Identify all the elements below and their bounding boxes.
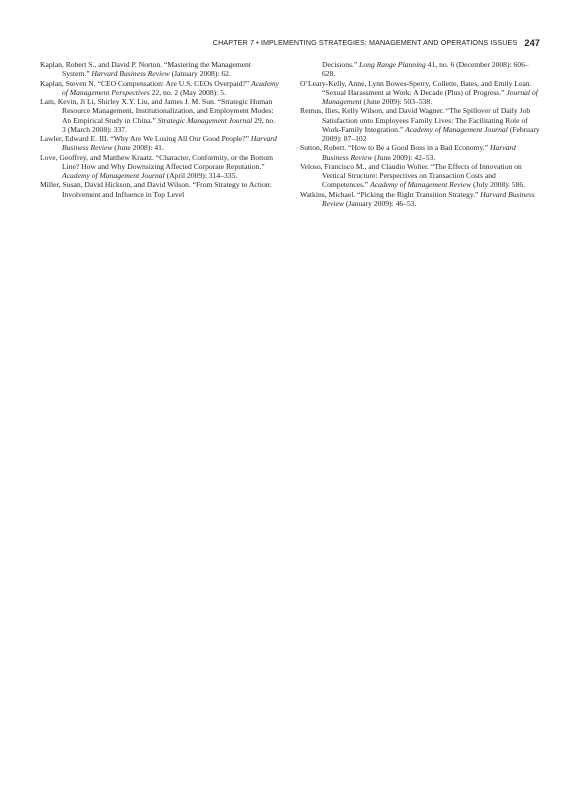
reference-entry: Lawler, Edward E. III. “Why Are We Losing All Our Good People?” Harvard Business Review (June 2008): 41. xyxy=(40,134,277,153)
reference-entry: Kaplan, Steven N. “CEO Compensation: Are U.S. CEOs Overpaid?” Academy of Management Perspectives 22, no. 2 (May 2008): 5. xyxy=(40,78,279,97)
references-left-column xyxy=(40,60,280,199)
reference-entry-continued: Decisions.” Long Range Planning 41, no. 6 (December 2008): 606–628. xyxy=(322,60,529,79)
reference-entry: O’Leary-Kelly, Anne, Lynn Bowes-Sperry, Collette, Bates, and Emily Lean. “Sexual Harassment at Work: A Decade (Plus) of Progress.” Journal of Management (June 2009): 503–538. xyxy=(300,78,538,106)
chapter-title: CHAPTER 7 • IMPLEMENTING STRATEGIES: MANAGEMENT AND OPERATIONS ISSUES xyxy=(212,38,518,47)
reference-entry: Love, Geoffrey, and Matthew Kraatz. “Character, Conformity, or the Bottom Line? How and Why Downsizing Affected Corporate Reputation.” Academy of Management Journal (April 2009): 314–335. xyxy=(40,152,274,180)
reference-entry: Watkins, Michael. “Picking the Right Transition Strategy.” Harvard Business Review (January 2009): 46–53. xyxy=(300,189,535,208)
page-number: 247 xyxy=(524,38,540,48)
reference-entry: Veloso, Francisco M., and Claudio Wolter. “The Effects of Innovation on Vertical Structure: Perspectives on Transaction Costs and Competences.” Academy of Management Review (July 2008): 586. xyxy=(300,161,526,190)
running-header xyxy=(40,37,540,49)
reference-entry: Kaplan, Robert S., and David P. Norton. “Mastering the Management System.” Harvard Business Review (January 2008): 62. xyxy=(40,60,251,79)
reference-entry: Lam, Kevin, Ji Li, Shirley X.Y. Liu, and James J. M. Sun. “Strategic Human Resource Management, Institutionalization, and Employment Modes: An Empirical Study in China.” Strategic Management Journal 29, no. 3 (March 2008): 337. xyxy=(40,97,276,134)
reference-entry: Remus, Ilies, Kelly Wilson, and David Wagner. “The Spillover of Daily Job Satisfaction onto Employees Family Lives: The Facilitating Role of Work-Family Integration.” Academy of Management Journal (February 2009): 87–102 xyxy=(300,106,540,143)
reference-entry: Sutton, Robert. “How to Be a Good Boss in a Bad Economy.” Harvard Business Review (June 2009): 42–53. xyxy=(300,143,516,162)
references-right-column xyxy=(300,60,540,208)
reference-entry: Miller, Susan, David Hickson, and David Wilson. “From Strategy to Action: Involvement and Influence in Top Level xyxy=(40,180,272,199)
